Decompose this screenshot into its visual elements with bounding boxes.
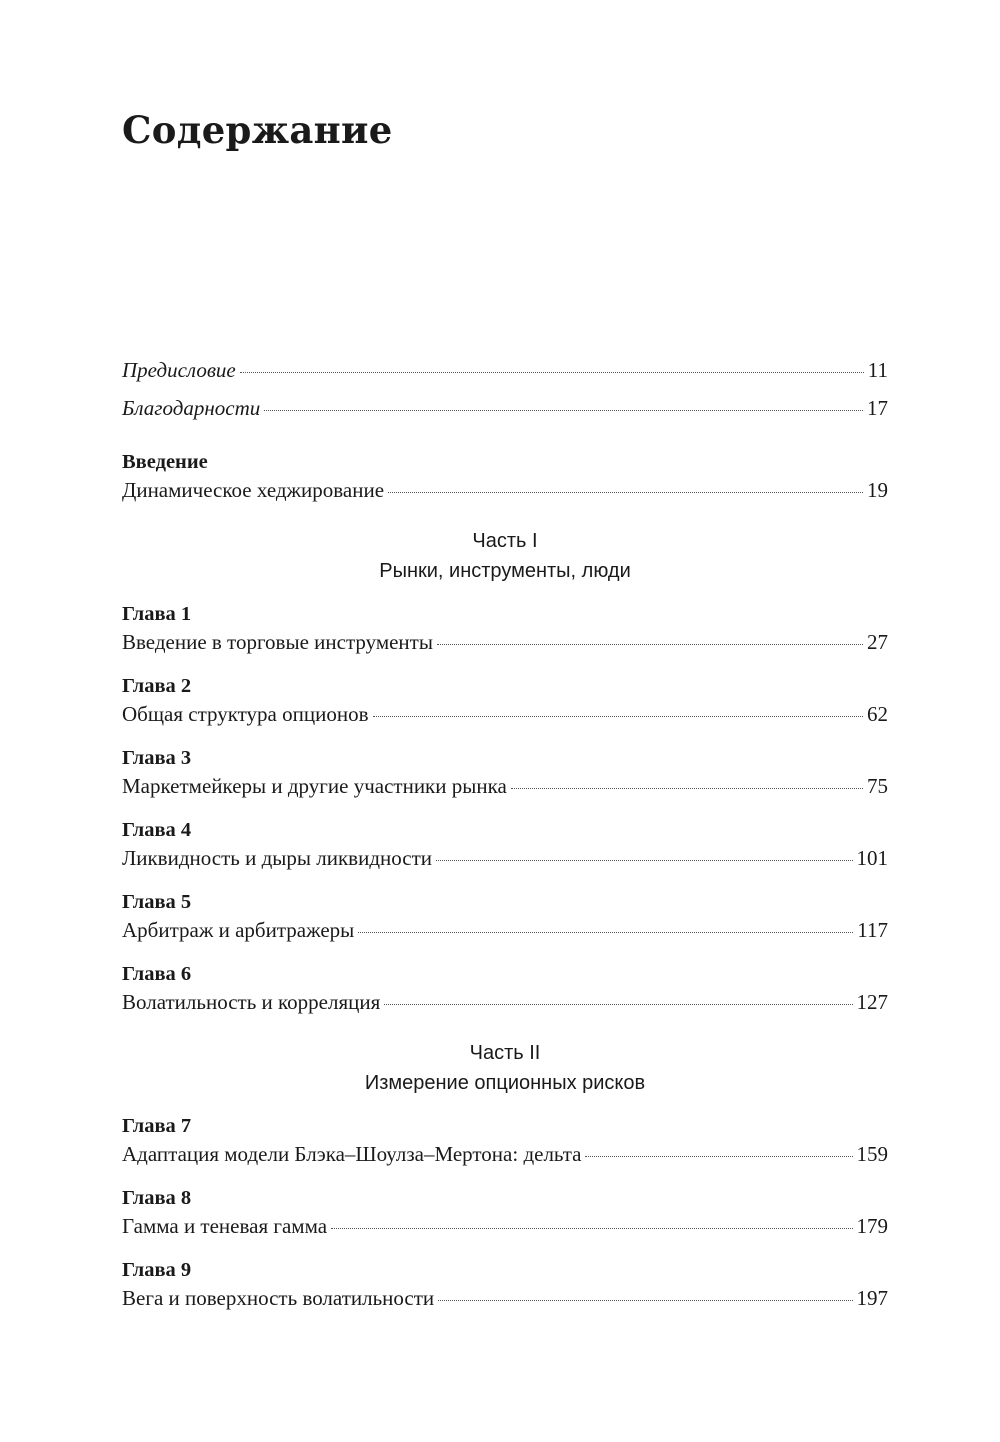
toc-entry-label: Адаптация модели Блэка–Шоулза–Мертона: дельта <box>122 1142 582 1166</box>
dot-leader <box>240 371 864 373</box>
page-title: Содержание <box>122 108 393 152</box>
chapter-heading: Глава 7 <box>122 1115 192 1137</box>
toc-entry[interactable] <box>122 772 888 800</box>
chapter-heading: Глава 6 <box>122 963 192 985</box>
dot-leader <box>264 409 863 411</box>
toc-chapter-5 <box>122 888 888 944</box>
toc-entry-intro[interactable] <box>122 476 888 504</box>
chapter-heading: Глава 1 <box>122 603 192 625</box>
toc-page-number: 117 <box>857 918 888 942</box>
toc-page-number: 27 <box>867 630 888 654</box>
part-label: Часть II <box>469 1042 541 1064</box>
toc-chapter-6 <box>122 960 888 1016</box>
toc-entry[interactable] <box>122 700 888 728</box>
chapter-heading: Глава 2 <box>122 675 192 697</box>
toc-entry[interactable] <box>122 1140 888 1168</box>
toc-entry[interactable] <box>122 916 888 944</box>
part-title: Рынки, инструменты, люди <box>379 560 631 582</box>
toc-page-number: 11 <box>867 358 888 382</box>
toc-entry[interactable] <box>122 1212 888 1240</box>
part-1-header <box>122 526 888 586</box>
toc-page-number: 62 <box>867 702 888 726</box>
toc-entry-label: Маркетмейкеры и другие участники рынка <box>122 774 507 798</box>
chapter-heading: Глава 8 <box>122 1187 192 1209</box>
toc-entry-label: Общая структура опционов <box>122 702 369 726</box>
toc-page-number: 19 <box>867 478 888 502</box>
dot-leader <box>358 931 853 933</box>
toc-chapter-8 <box>122 1184 888 1240</box>
dot-leader <box>373 715 864 717</box>
dot-leader <box>585 1155 852 1157</box>
chapter-heading: Глава 5 <box>122 891 192 913</box>
toc-entry-label: Введение в торговые инструменты <box>122 630 433 654</box>
toc-entry[interactable] <box>122 1284 888 1312</box>
toc-entry[interactable] <box>122 844 888 872</box>
toc-entry-label: Арбитраж и арбитражеры <box>122 918 355 942</box>
toc-entry-label: Волатильность и корреляция <box>122 990 381 1014</box>
toc-chapter-2 <box>122 672 888 728</box>
toc-intro <box>122 448 888 504</box>
dot-leader <box>511 787 863 789</box>
dot-leader <box>331 1227 852 1229</box>
chapter-heading: Глава 3 <box>122 747 192 769</box>
toc-entry-label: Вега и поверхность волатильности <box>122 1286 435 1310</box>
toc-page-number: 179 <box>856 1214 888 1238</box>
intro-heading: Введение <box>122 451 208 473</box>
toc-page-number: 101 <box>856 846 888 870</box>
part-2-header <box>122 1038 888 1098</box>
table-of-contents <box>122 356 888 1328</box>
toc-entry[interactable] <box>122 988 888 1016</box>
toc-chapter-1 <box>122 600 888 656</box>
toc-chapter-9 <box>122 1256 888 1312</box>
chapter-heading: Глава 9 <box>122 1259 192 1281</box>
toc-chapter-4 <box>122 816 888 872</box>
toc-entry-preface[interactable] <box>122 356 888 384</box>
toc-chapter-7 <box>122 1112 888 1168</box>
toc-page-number: 197 <box>856 1286 888 1310</box>
dot-leader <box>438 1299 852 1301</box>
dot-leader <box>436 859 852 861</box>
dot-leader <box>437 643 863 645</box>
toc-page-number: 17 <box>867 396 888 420</box>
toc-entry-label: Ликвидность и дыры ликвидности <box>122 846 433 870</box>
part-title: Измерение опционных рисков <box>364 1072 646 1094</box>
toc-entry[interactable] <box>122 628 888 656</box>
toc-page-number: 75 <box>867 774 888 798</box>
toc-entry-acknowledgements[interactable] <box>122 394 888 422</box>
part-label: Часть I <box>472 530 538 552</box>
toc-entry-label: Динамическое хеджирование <box>122 478 385 502</box>
toc-entry-label: Гамма и теневая гамма <box>122 1214 328 1238</box>
toc-page-number: 159 <box>856 1142 888 1166</box>
dot-leader <box>384 1003 852 1005</box>
toc-page-number: 127 <box>856 990 888 1014</box>
dot-leader <box>388 491 863 493</box>
chapter-heading: Глава 4 <box>122 819 192 841</box>
toc-chapter-3 <box>122 744 888 800</box>
toc-entry-label: Предисловие <box>122 358 236 382</box>
toc-entry-label: Благодарности <box>122 396 261 420</box>
